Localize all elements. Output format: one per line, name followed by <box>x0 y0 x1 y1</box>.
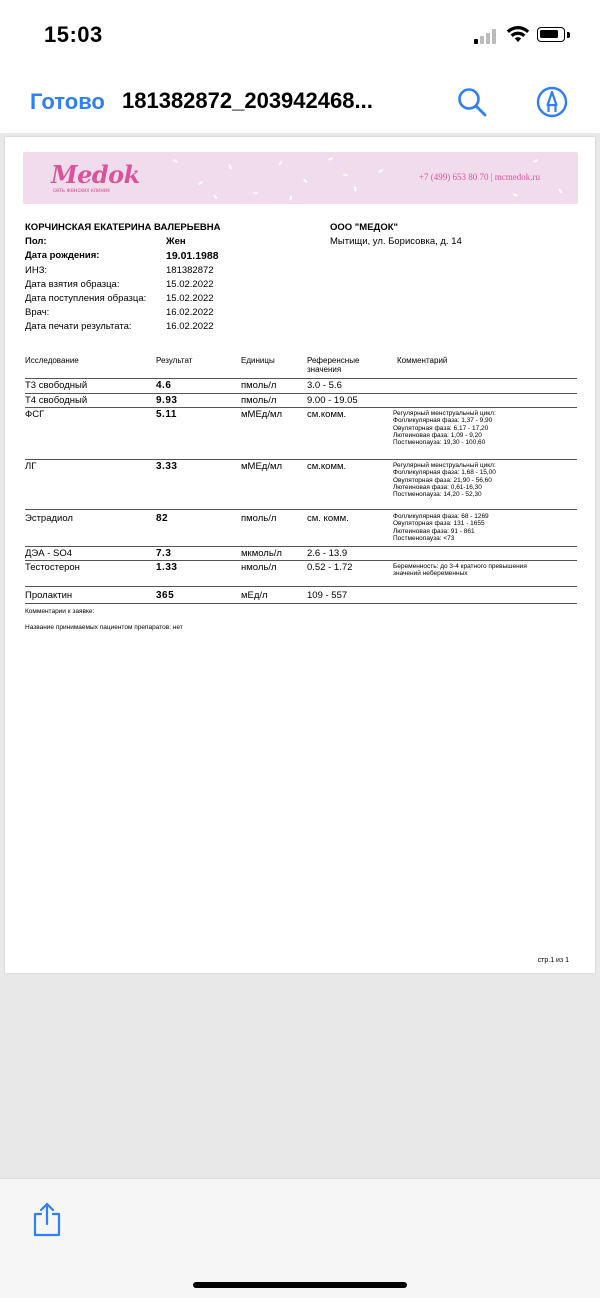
sample-received-value: 15.02.2022 <box>166 293 214 304</box>
doctor-value: 16.02.2022 <box>166 307 214 318</box>
row-testosterone-units: нмоль/л <box>241 562 277 573</box>
wifi-icon <box>506 24 530 44</box>
row-t3-units: пмоль/л <box>241 380 277 391</box>
print-date-label: Дата печати результата: <box>25 321 132 332</box>
cellular-signal-icon <box>474 28 500 44</box>
document-page <box>5 137 595 973</box>
patient-sex-value: Жен <box>166 236 186 247</box>
row-dhea-result: 7.3 <box>156 548 172 559</box>
col-header-ref-line2: значения <box>307 365 342 374</box>
search-icon[interactable] <box>456 86 488 118</box>
row-t3-ref: 3.0 - 5.6 <box>307 380 342 391</box>
row-t4-result: 9.93 <box>156 395 178 406</box>
status-bar <box>0 0 600 70</box>
document-viewer[interactable] <box>0 133 600 1178</box>
sample-received-label: Дата поступления образца: <box>25 293 147 304</box>
row-divider <box>25 546 577 547</box>
row-t4-units: пмоль/л <box>241 395 277 406</box>
comment-line: Регулярный менструальный цикл: <box>393 462 496 469</box>
row-divider <box>25 459 577 460</box>
col-header-comment: Комментарий <box>397 356 448 365</box>
row-t3-test: Т3 свободный <box>25 380 88 391</box>
comment-line: Регулярный менструальный цикл: <box>393 410 496 417</box>
share-icon[interactable] <box>31 1201 63 1237</box>
battery-tip <box>567 32 570 38</box>
inz-value: 181382872 <box>166 265 214 276</box>
row-lh-result: 3.33 <box>156 461 178 472</box>
markup-pen-icon[interactable] <box>536 86 568 118</box>
col-header-result: Результат <box>156 356 193 365</box>
row-prolactin-units: мЕд/л <box>241 590 268 601</box>
comment-line: Постменопауза: <73 <box>393 534 455 542</box>
bottom-toolbar <box>0 1178 600 1298</box>
row-testosterone-result: 1.33 <box>156 562 178 573</box>
row-estradiol-result: 82 <box>156 513 169 524</box>
row-divider <box>25 407 577 408</box>
comment-line: Фолликулярная фаза: 1,37 - 9,90 <box>393 417 493 425</box>
row-lh-test: ЛГ <box>25 461 37 472</box>
clinic-logo: Medok <box>51 160 140 189</box>
row-t4-ref: 9.00 - 19.05 <box>307 395 358 406</box>
order-comment: Комментарии к заявке: <box>25 608 95 615</box>
comment-line: Лютеиновая фаза: 1,09 - 9,20 <box>393 431 482 439</box>
row-divider <box>25 586 577 587</box>
comment-line: Постменопауза: 19,30 - 100,60 <box>393 439 486 447</box>
org-address: Мытищи, ул. Борисовка, д. 14 <box>330 236 462 247</box>
navigation-bar <box>0 70 600 132</box>
row-estradiol-units: пмоль/л <box>241 513 277 524</box>
row-dhea-test: ДЭА - SO4 <box>25 548 73 559</box>
row-estradiol-test: Эстрадиол <box>25 513 73 524</box>
row-estradiol-ref: см. комм. <box>307 513 349 524</box>
row-divider <box>25 378 577 379</box>
status-time: 15:03 <box>44 22 103 47</box>
row-fsh-units: мМЕд/мл <box>241 409 283 420</box>
row-t4-test: Т4 свободный <box>25 395 88 406</box>
print-date-value: 16.02.2022 <box>166 321 214 332</box>
row-testosterone-test: Тестостерон <box>25 562 80 573</box>
inz-label: ИНЗ: <box>25 265 48 276</box>
clinic-banner <box>23 152 578 204</box>
birth-date-value: 19.01.1988 <box>166 250 219 262</box>
document-title: 181382872_203942468... <box>122 88 373 113</box>
medications-note: Название принимаемых пациентом препаратов: нет <box>25 624 183 631</box>
done-button[interactable]: Готово <box>30 89 105 114</box>
sample-taken-label: Дата взятия образца: <box>25 279 120 290</box>
row-lh-units: мМЕд/мл <box>241 461 283 472</box>
clinic-contacts: +7 (499) 653 80 70 | mcmedok.ru <box>418 172 540 182</box>
row-t3-result: 4.6 <box>156 380 172 391</box>
row-lh-ref: см.комм. <box>307 461 347 472</box>
row-prolactin-test: Пролактин <box>25 590 73 601</box>
row-prolactin-ref: 109 - 557 <box>307 590 348 601</box>
org-name: ООО "МЕДОК" <box>330 222 399 233</box>
patient-name: КОРЧИНСКАЯ ЕКАТЕРИНА ВАЛЕРЬЕВНА <box>25 222 221 233</box>
sample-taken-value: 15.02.2022 <box>166 279 214 290</box>
clinic-logo-subtitle: сеть женских клиник <box>53 188 110 194</box>
doctor-label: Врач: <box>25 307 50 318</box>
row-lh-comment <box>393 462 496 498</box>
row-divider <box>25 509 577 510</box>
row-fsh-comment <box>393 410 496 446</box>
comment-line: Овуляторная фаза: 21,90 - 56,60 <box>393 476 492 484</box>
row-divider <box>25 560 577 561</box>
birth-date-label: Дата рождения: <box>25 250 100 261</box>
comment-line: Постменопауза: 14,20 - 52,30 <box>393 491 482 499</box>
patient-sex-label: Пол: <box>25 236 47 247</box>
row-testosterone-comment <box>393 563 527 578</box>
comment-line: Беременность: до 3-4 кратного превышения <box>393 563 527 570</box>
row-prolactin-result: 365 <box>156 590 175 601</box>
comment-line: Лютеиновая фаза: 91 - 861 <box>393 527 475 535</box>
row-fsh-result: 5.11 <box>156 409 177 420</box>
col-header-ref <box>307 356 359 374</box>
row-fsh-test: ФСГ <box>25 409 45 420</box>
row-estradiol-comment <box>393 513 489 542</box>
row-testosterone-ref: 0.52 - 1.72 <box>307 562 353 573</box>
row-divider <box>25 603 577 604</box>
comment-line: Фолликулярная фаза: 1,68 - 15,00 <box>393 469 496 477</box>
comment-line: Фолликулярная фаза: 68 - 1269 <box>393 513 489 520</box>
comment-line: значений небеременных <box>393 570 468 578</box>
row-fsh-ref: см.комм. <box>307 409 347 420</box>
comment-line: Лютеиновая фаза: 0,61-16,30 <box>393 483 482 491</box>
home-indicator[interactable] <box>193 1282 407 1288</box>
col-header-test: Исследование <box>25 356 79 365</box>
col-header-units: Единицы <box>241 356 275 365</box>
row-dhea-ref: 2.6 - 13.9 <box>307 548 348 559</box>
row-divider <box>25 393 577 394</box>
col-header-ref-line1: Референсные <box>307 356 360 365</box>
row-dhea-units: мкмоль/л <box>241 548 282 559</box>
comment-line: Овуляторная фаза: 131 - 1655 <box>393 520 485 528</box>
battery-icon <box>537 27 565 42</box>
page-number: стр.1 из 1 <box>537 957 569 964</box>
comment-line: Овуляторная фаза: 6,17 - 17,20 <box>393 424 489 432</box>
